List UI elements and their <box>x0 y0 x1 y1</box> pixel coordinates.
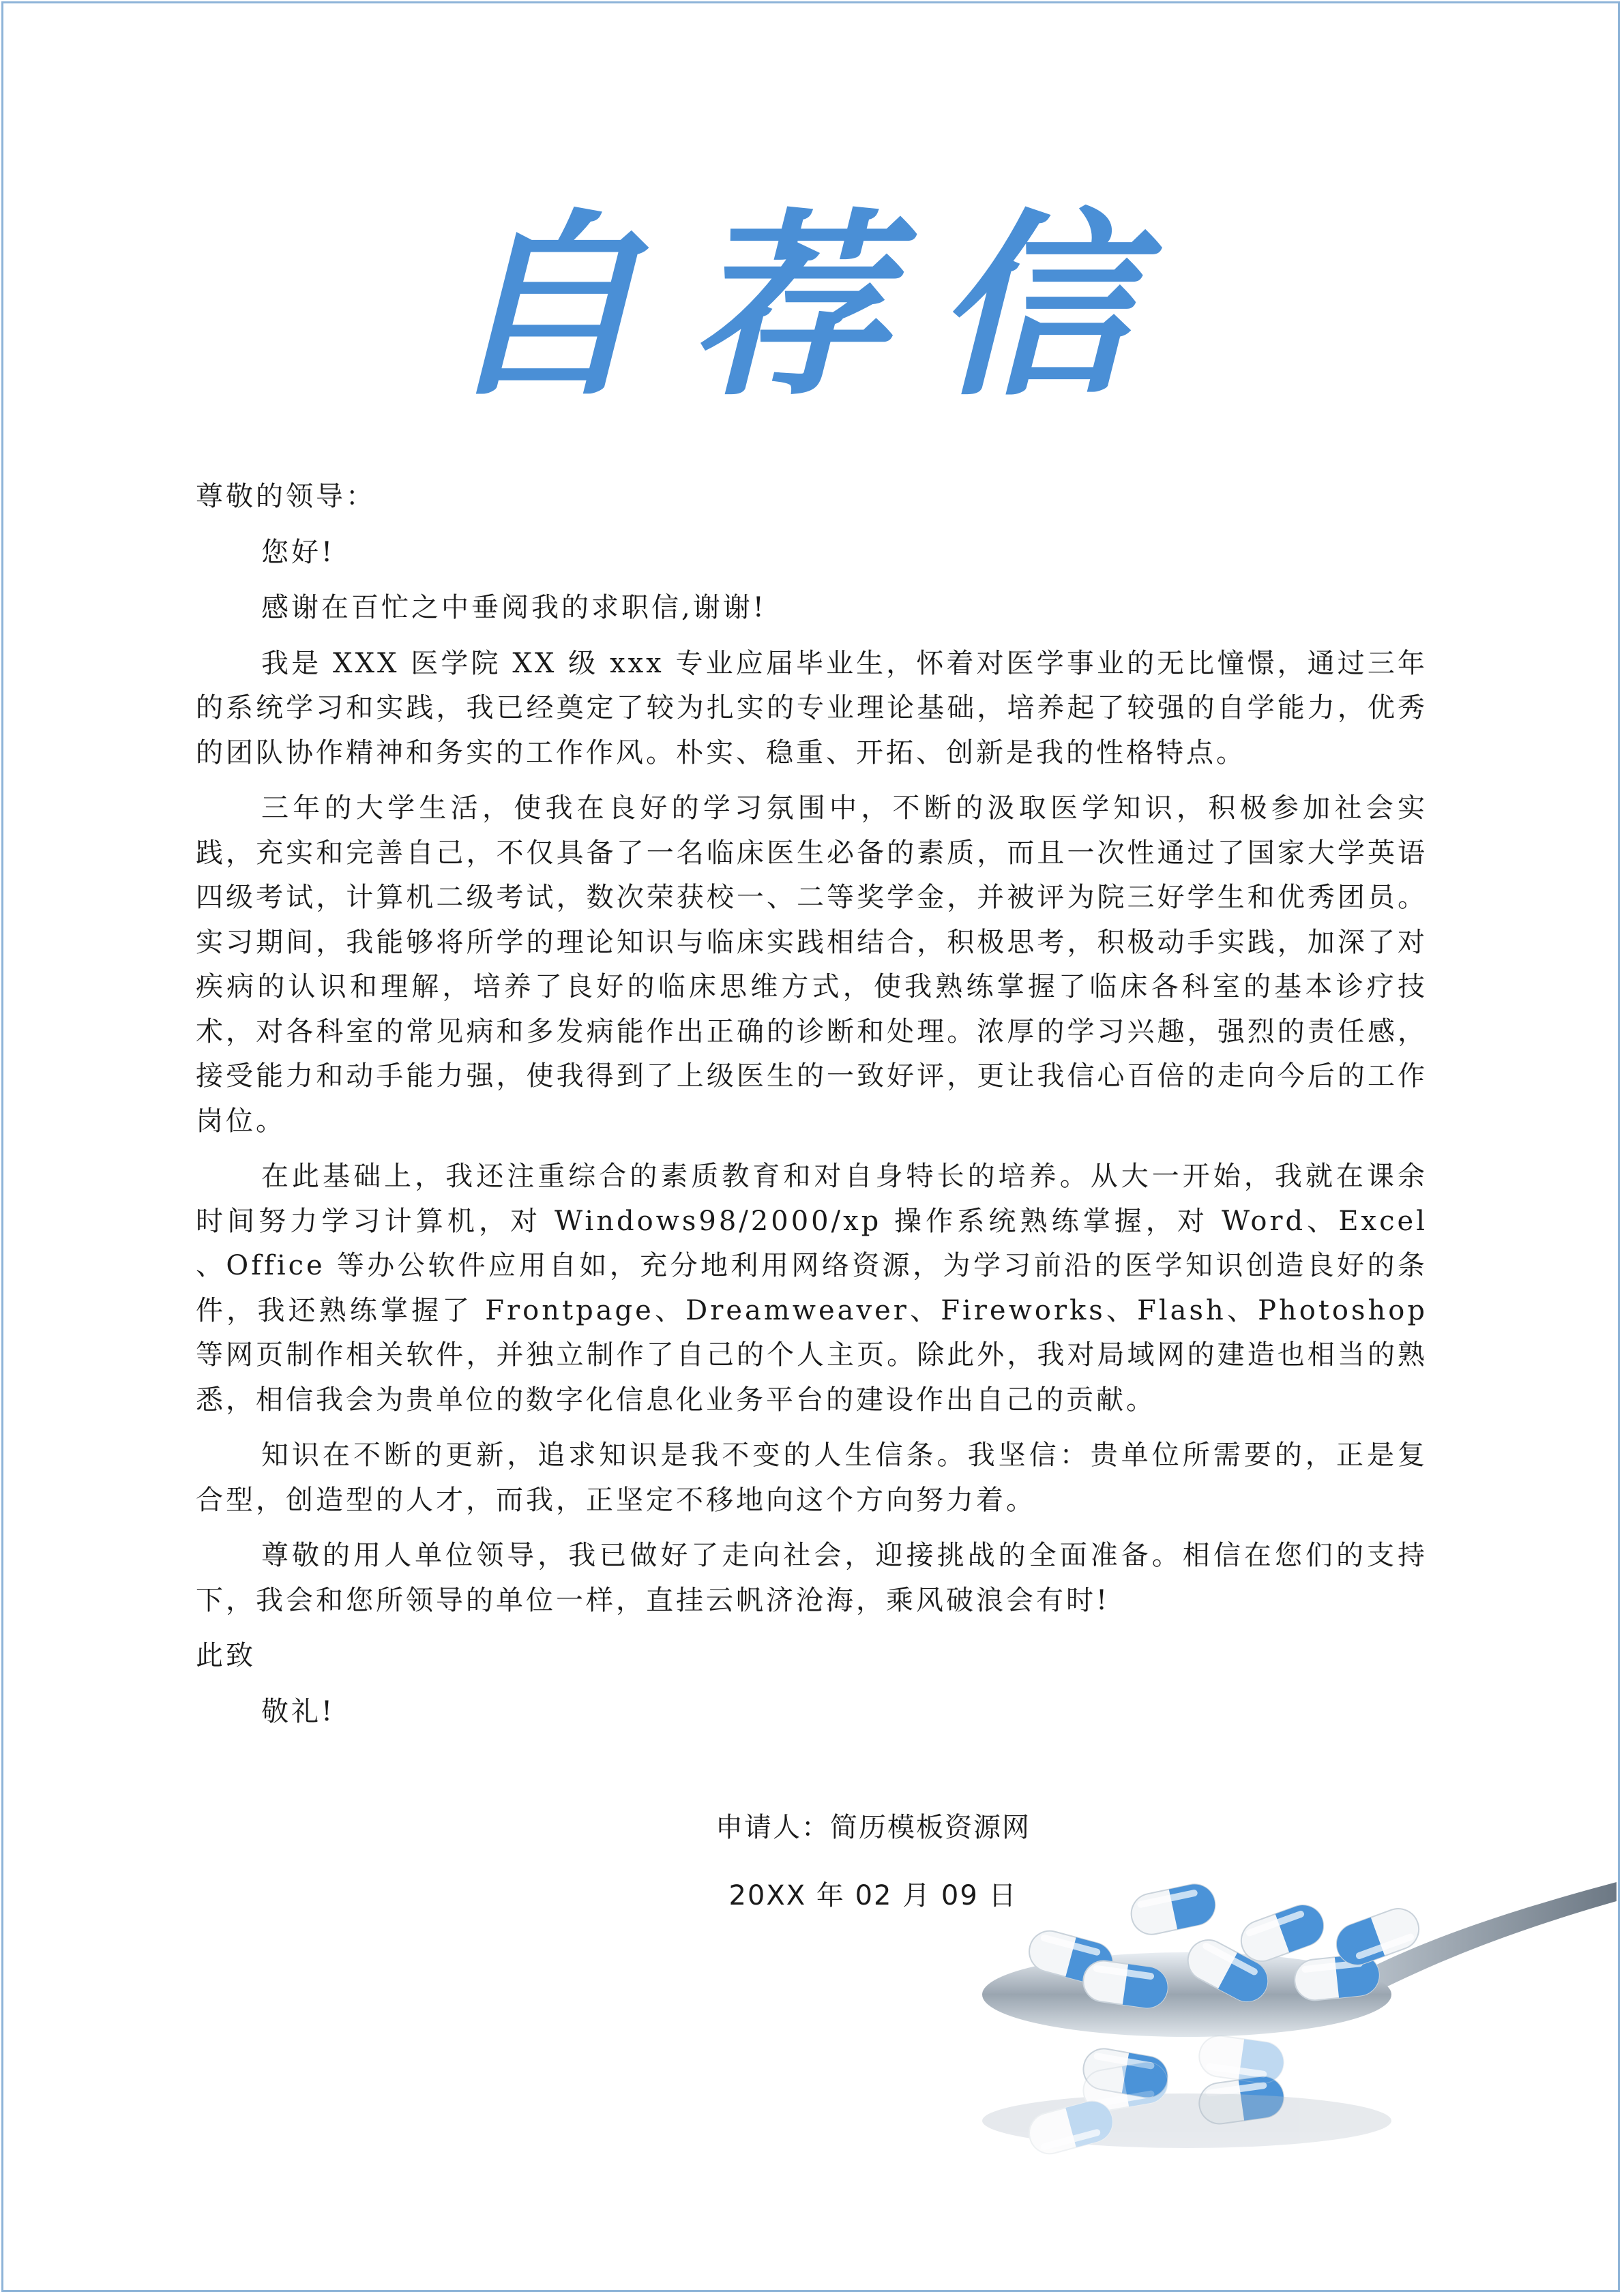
salute: 敬礼! <box>261 1695 336 1727</box>
thanks-line: 感谢在百忙之中垂阅我的求职信,谢谢! <box>261 592 767 623</box>
hello-line: 您好! <box>261 536 336 568</box>
paragraph-skills: 在此基础上，我还注重综合的素质教育和对自身特长的培养。从大一开始，我就在课余时间努力学习计算机，对 Windows98/2000/xp 操作系统熟练掌握，对 Word、Excel 、Office 等办公软件应用自如，充分地利用网络资源，为学习前沿的医学知识创造良好的条件，我还熟练掌握了 Frontpage、Dreamweaver、Fireworks、Flash、Photoshop 等网页制作相关软件，并独立制作了自己的个人主页。除此外，我对局域网的建造也相当的熟悉，相信我会为贵单位的数字化信息化业务平台的建设作出自己的贡献。 <box>196 1161 1428 1416</box>
paragraph-university: 三年的大学生活，使我在良好的学习氛围中，不断的汲取医学知识，积极参加社会实践，充实和完善自己，不仅具备了一名临床医生必备的素质，而且一次性通过了国家大学英语四级考试，计算机二级考试，数次荣获校一、二等奖学金，并被评为院三好学生和优秀团员。实习期间，我能够将所学的理论知识与临床实践相结合，积极思考，积极动手实践，加深了对疾病的认识和理解，培养了良好的临床思维方式，使我熟练掌握了临床各科室的基本诊疗技术，对各科室的常见病和多发病能作出正确的诊断和处理。浓厚的学习兴趣，强烈的责任感，接受能力和动手能力强，使我得到了上级医生的一致好评，更让我信心百倍的走向今后的工作岗位。 <box>196 792 1428 1137</box>
paragraph-closing: 尊敬的用人单位领导，我已做好了走向社会，迎接挑战的全面准备。相信在您们的支持下，我会和您所领导的单位一样，直挂云帆济沧海，乘风破浪会有时! <box>196 1540 1428 1616</box>
capsule <box>1127 1881 1219 1938</box>
capsules-illustration <box>900 1868 1616 2284</box>
date-line: 20XX 年 02 月 09 日 <box>728 1880 1018 1911</box>
closing-word: 此致 <box>196 1640 256 1671</box>
paragraph-belief: 知识在不断的更新，追求知识是我不变的人生信条。我坚信：贵单位所需要的，正是复合型，创造型的人才，而我，正坚定不移地向这个方向努力着。 <box>196 1440 1428 1516</box>
paragraph-intro: 我是 XXX 医学院 XX 级 xxx 专业应届毕业生，怀着对医学事业的无比憧憬，通过三年的系统学习和实践，我已经奠定了较为扎实的专业理论基础，培养起了较强的自学能力，优秀的团队协作精神和务实的工作作风。朴实、稳重、开拓、创新是我的性格特点。 <box>196 647 1428 769</box>
capsule <box>1235 1900 1329 1967</box>
letter-body <box>196 475 1428 1734</box>
greeting: 尊敬的领导： <box>196 481 376 512</box>
page-title: 自荐信 <box>443 191 1181 423</box>
applicant-line: 申请人：简历模板资源网 <box>715 1812 1031 1843</box>
